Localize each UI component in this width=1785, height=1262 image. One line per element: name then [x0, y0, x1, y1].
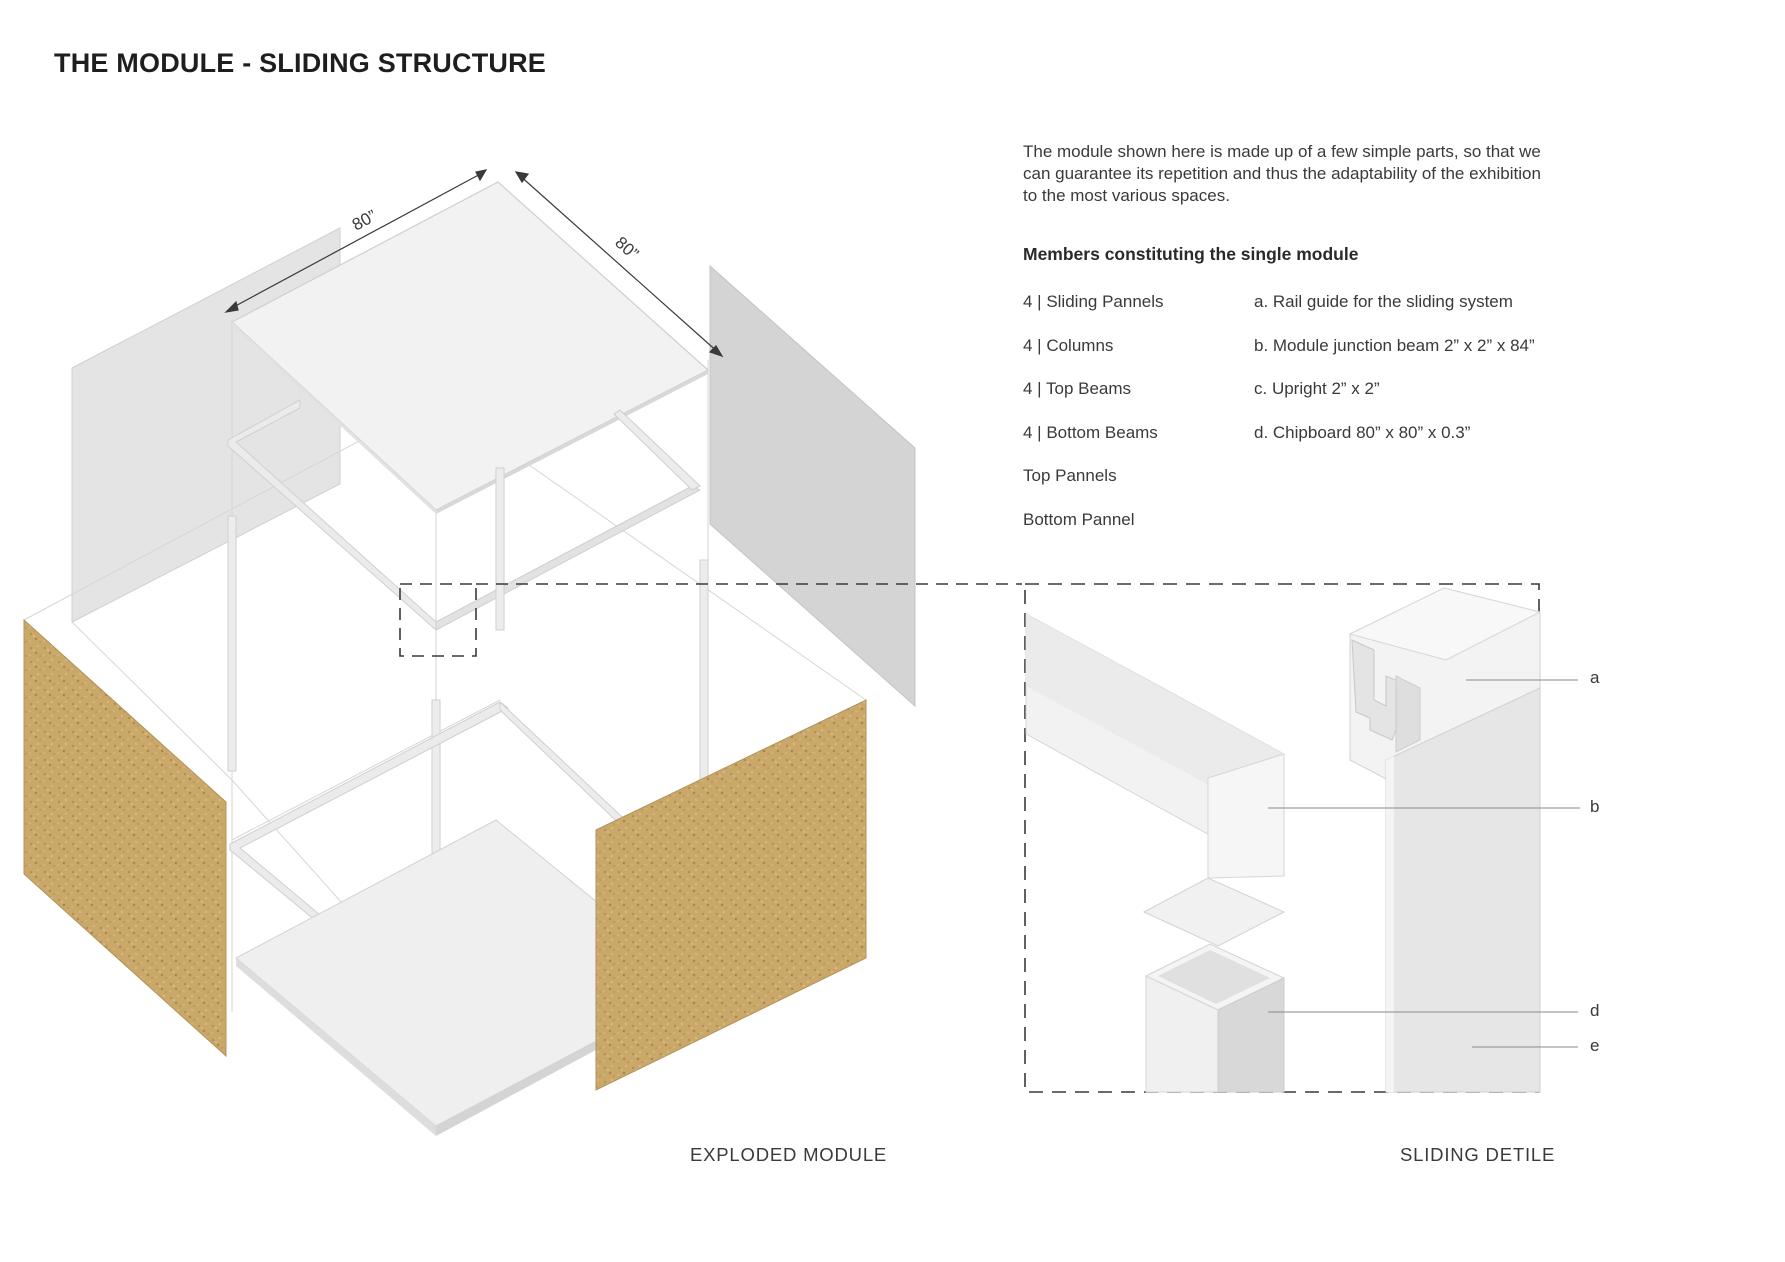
upright [1146, 944, 1284, 1092]
caption-sliding-detail: SLIDING DETILE [1400, 1144, 1556, 1165]
column [228, 516, 236, 771]
member-item: 4 | Columns [1023, 335, 1114, 355]
upright-cap [1144, 878, 1284, 946]
column [496, 468, 504, 630]
members-heading: Members constituting the single module [1023, 244, 1359, 264]
detail-label-d: d [1590, 1001, 1600, 1020]
detail-callout-box [400, 584, 476, 656]
sliding-panel-back-right [710, 266, 915, 706]
detail-label-e: e [1590, 1036, 1600, 1055]
legend-item: c. Upright 2” x 2” [1254, 379, 1380, 398]
legend-item: b. Module junction beam 2” x 2” x 84” [1254, 335, 1535, 355]
exploded-module-drawing [24, 170, 1022, 1136]
dimension-depth-label: 80” [611, 232, 643, 264]
column [700, 560, 708, 782]
junction-beam [1026, 614, 1284, 878]
sliding-detail-drawing [1025, 584, 1600, 1092]
member-item: 4 | Bottom Beams [1023, 422, 1158, 442]
caption-exploded-module: EXPLODED MODULE [690, 1144, 888, 1165]
detail-label-b: b [1590, 797, 1600, 816]
sliding-panel-front-right [596, 700, 866, 1090]
sliding-panel-front-left [24, 620, 226, 1056]
member-item: 4 | Top Beams [1023, 379, 1132, 398]
detail-label-a: a [1590, 668, 1600, 687]
intro-paragraph: The module shown here is made up of a few simple parts, so that we can guarantee its repetition and thus the adaptability of the exhibition to the most various spaces. [1023, 142, 1541, 205]
member-item: Bottom Pannel [1023, 509, 1135, 529]
legend-item: a. Rail guide for the sliding system [1254, 292, 1513, 311]
dimension-width-label: 80” [348, 206, 380, 235]
member-item: 4 | Sliding Pannels [1023, 292, 1164, 311]
legend-item: d. Chipboard 80” x 80” x 0.3” [1254, 422, 1471, 442]
page-title: THE MODULE - SLIDING STRUCTURE [54, 48, 546, 78]
member-item: Top Pannels [1023, 466, 1117, 485]
